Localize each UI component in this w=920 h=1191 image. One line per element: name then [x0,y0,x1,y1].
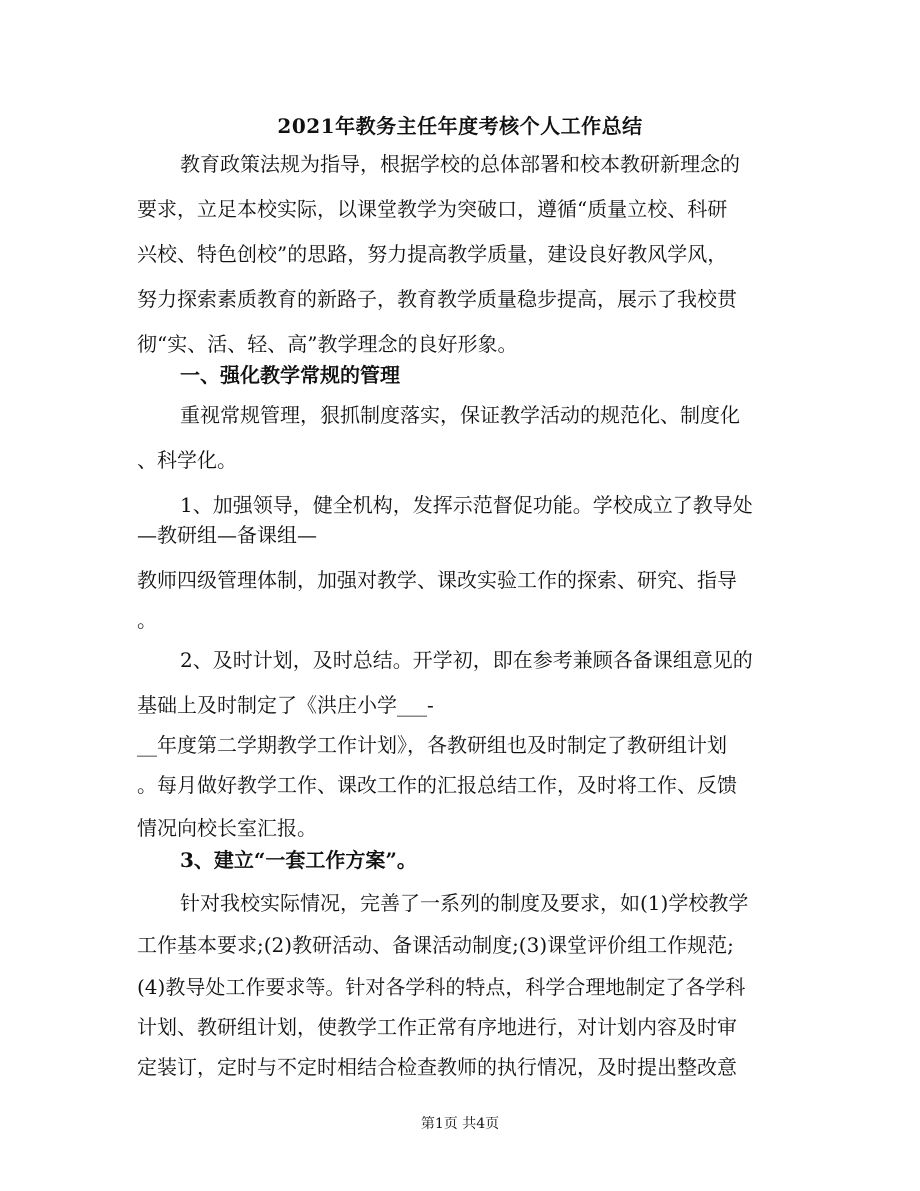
paragraph-line: 、科学化。 [137,448,237,472]
paragraph-line: 要求，立足本校实际，以课堂教学为突破口，遵循“质量立校、科研 [137,197,728,221]
paragraph-line: 重视常规管理，狠抓制度落实，保证教学活动的规范化、制度化 [180,403,740,427]
section-heading: 3、建立“一套工作方案”。 [180,848,417,872]
paragraph-line: 教师四级管理体制，加强对教学、课改实验工作的探索、研究、指导 [137,568,737,592]
paragraph-line: 兴校、特色创校”的思路，努力提高教学质量，建设良好教风学风， [137,242,728,266]
paragraph-line: __年度第二学期教学工作计划》，各教研组也及时制定了教研组计划 [137,733,727,757]
paragraph-line: 定装订，定时与不定时相结合检查教师的执行情况，及时提出整改意 [137,1055,737,1079]
paragraph-line: 工作基本要求;(2)教研活动、备课活动制度;(3)课堂评价组工作规范; [137,933,734,957]
paragraph-line: (4)教导处工作要求等。针对各学科的特点，科学合理地制定了各学科 [137,975,746,999]
section-heading: 一、强化教学常规的管理 [180,363,400,387]
page-number: 第1页 共4页 [420,1116,500,1132]
paragraph-line: 情况向校长室汇报。 [137,816,317,840]
paragraph-line: —教研组—备课组— [137,523,317,547]
paragraph-line: 。每月做好教学工作、课改工作的汇报总结工作，及时将工作、反馈 [137,773,737,797]
paragraph-line: 。 [137,608,157,632]
paragraph-line: 彻“实、活、轻、高”教学理念的良好形象。 [137,332,518,356]
paragraph-line: 基础上及时制定了《洪庄小学___- [137,693,434,717]
paragraph-line: 针对我校实际情况，完善了一系列的制度及要求，如(1)学校教学 [180,891,749,915]
paragraph-line: 教育政策法规为指导，根据学校的总体部署和校本教研新理念的 [180,152,740,176]
paragraph-line: 努力探索素质教育的新路子，教育教学质量稳步提高，展示了我校贯 [137,287,737,311]
paragraph-line: 2、及时计划，及时总结。开学初，即在参考兼顾各备课组意见的 [180,648,753,672]
paragraph-line: 计划、教研组计划，使教学工作正常有序地进行，对计划内容及时审 [137,1015,737,1039]
page-title: 2021年教务主任年度考核个人工作总结 [277,114,643,138]
paragraph-line: 1、加强领导，健全机构，发挥示范督促功能。学校成立了教导处 [180,493,753,517]
